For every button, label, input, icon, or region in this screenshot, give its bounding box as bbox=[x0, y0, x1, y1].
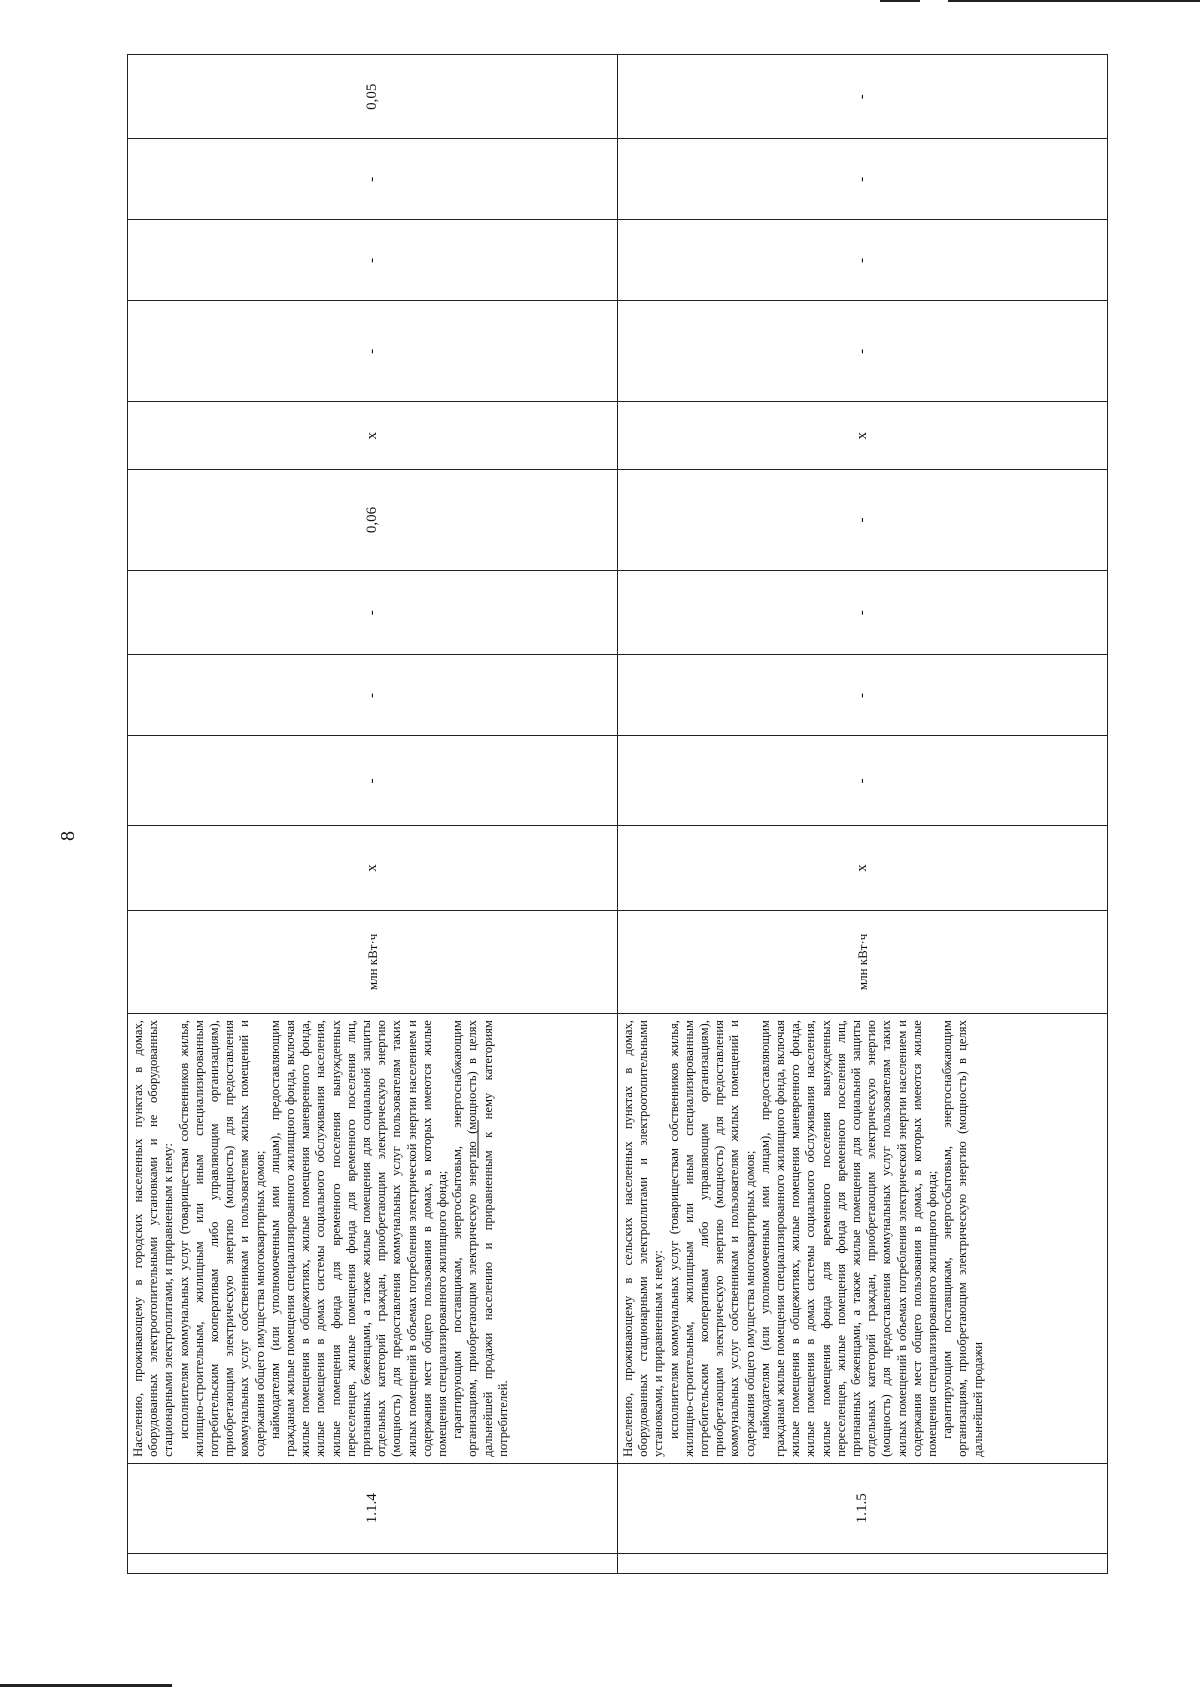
value-cell: - bbox=[618, 469, 1108, 570]
value-cell: - bbox=[128, 571, 618, 655]
scan-mark-bottom bbox=[0, 1684, 172, 1687]
value-cell: - bbox=[618, 55, 1108, 139]
value-cell: - bbox=[618, 736, 1108, 826]
value-cell: - bbox=[618, 139, 1108, 220]
spacer-cell bbox=[618, 1553, 1108, 1573]
scan-mark-top-1 bbox=[880, 0, 920, 2]
row-unit: млн кВт·ч bbox=[128, 910, 618, 1013]
value-cell: x bbox=[618, 402, 1108, 469]
scan-mark-top-2 bbox=[948, 0, 1200, 2]
value-cell: - bbox=[128, 220, 618, 301]
value-cell: - bbox=[128, 655, 618, 736]
value-cell: 0,05 bbox=[128, 55, 618, 139]
row-description: Населению, проживающему в городских населенных пунктах в домах, оборудованных электроотопительными установками и не оборудованных стационарными электроплитами, и приравненным к нему: исполнителям коммунальных услуг (товариществам собственников жилья, жилищно-строительным, жилищным или иным специализированным потребительским кооперативам либо управляющим организациям), приобретающим электрическую энергию (мощность) для предоставления коммунальных услуг собственникам и пользователям жилых помещений и содержания общего имущества многоквартирных домов; наймодателям (или уполномоченным ими лицам), предоставляющим гражданам жилые помещения специализированного жилищного фонда, включая жилые помещения в общежитиях, жилые помещения маневренного фонда, жилые помещения в домах системы социального обслуживания населения, жилые помещения фонда для временного поселения вынужденных переселенцев, жилые помещения фонда для временного поселения лиц, признанных беженцами, а также жилые помещения для социальной защиты отдельных категорий граждан, приобретающим электрическую энергию (мощность) для предоставления коммунальных услуг пользователям таких жилых помещений в объемах потребления электрической энергии населением и содержания мест общего пользования в домах, в которых имеются жилые помещения специализированного жилищного фонда; гарантирующим поставщикам, энергосбытовым, энергоснабжающим организациям, приобретающим электрическую энергию (мощность) в целях дальнейшей продажи населению и приравненным к нему категориям потребителей. bbox=[128, 1014, 618, 1464]
row-number: 1.1.4 bbox=[128, 1463, 618, 1553]
value-cell: x bbox=[128, 402, 618, 469]
tariff-table bbox=[127, 54, 1108, 1574]
value-cell: - bbox=[128, 139, 618, 220]
value-cell: x bbox=[128, 826, 618, 910]
value-cell: - bbox=[618, 655, 1108, 736]
value-cell: - bbox=[128, 736, 618, 826]
value-cell: - bbox=[618, 571, 1108, 655]
value-cell: - bbox=[618, 220, 1108, 301]
table-row-1-1-4 bbox=[128, 55, 618, 1574]
row-description: Населению, проживающему в сельских населенных пунктах в домах, оборудованных стационарными электроплитами и электроотопительными установками, и приравненным к нему: исполнителям коммунальных услуг (товариществам собственников жилья, жилищно-строительным, жилищным или иным специализированным потребительским кооперативам либо управляющим организациям), приобретающим электрическую энергию (мощность) для предоставления коммунальных услуг собственникам и пользователям жилых помещений и содержания общего имущества многоквартирных домов; наймодателям (или уполномоченным ими лицам), предоставляющим гражданам жилые помещения специализированного жилищного фонда, включая жилые помещения в общежитиях, жилые помещения маневренного фонда, жилые помещения в домах системы социального обслуживания населения, жилые помещения фонда для временного поселения вынужденных переселенцев, жилые помещения фонда для временного поселения лиц, признанных беженцами, а также жилые помещения для социальной защиты отдельных категорий граждан, приобретающим электрическую энергию (мощность) для предоставления коммунальных услуг пользователям таких жилых помещений в объемах потребления электрической энергии населением и содержания мест общего пользования в домах, в которых имеются жилые помещения специализированного жилищного фонда; гарантирующим поставщикам, энергосбытовым, энергоснабжающим организациям, приобретающим электрическую энергию (мощность) в целях дальнейшей продажи bbox=[618, 1014, 1108, 1464]
value-cell: - bbox=[128, 301, 618, 402]
value-cell: x bbox=[618, 826, 1108, 910]
table-row-1-1-5 bbox=[618, 55, 1108, 1574]
row-number: 1.1.5 bbox=[618, 1463, 1108, 1553]
value-cell: - bbox=[618, 301, 1108, 402]
spacer-cell bbox=[128, 1553, 618, 1573]
rotated-table-frame bbox=[127, 54, 1107, 1574]
row-unit: млн кВт·ч bbox=[618, 910, 1108, 1013]
value-cell: 0,06 bbox=[128, 469, 618, 570]
page-number: 8 bbox=[57, 831, 79, 841]
